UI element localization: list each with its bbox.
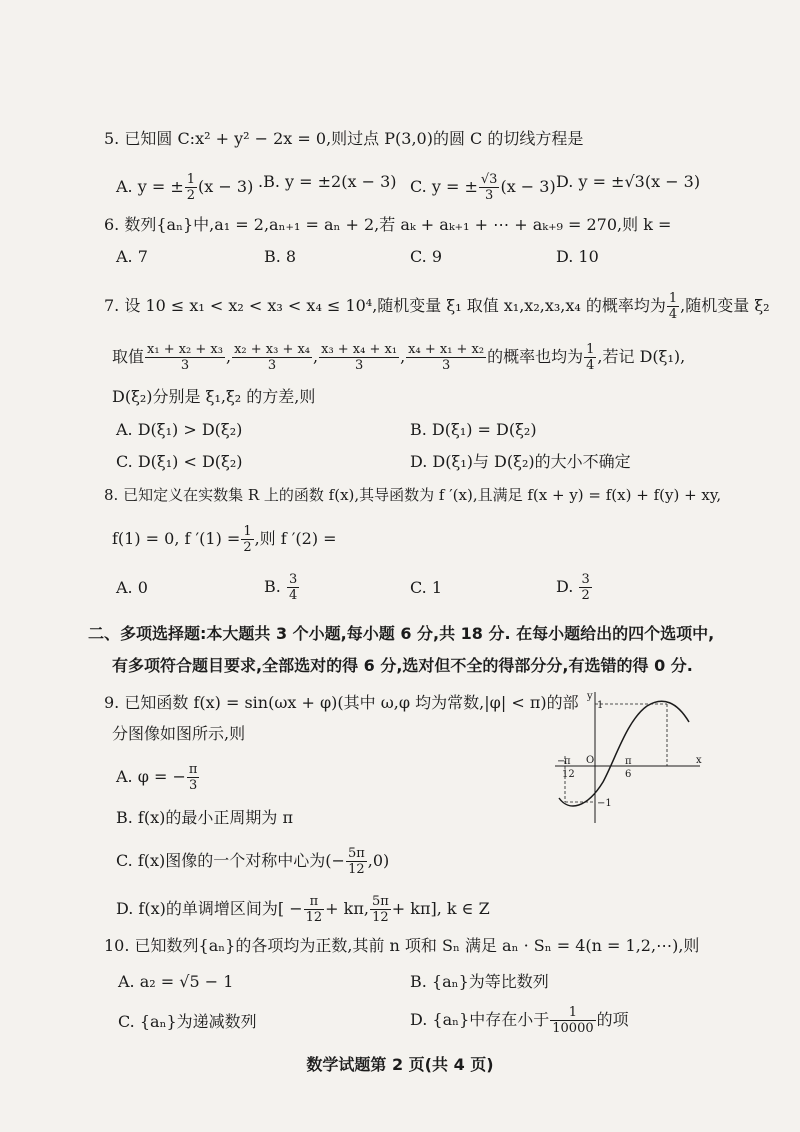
q9-sine-graph <box>555 690 705 825</box>
q8-line2-tail: ,则 f ′(2) = <box>254 529 337 548</box>
q8-option-a: A. 0 <box>116 578 148 597</box>
q9-option-c-text: C. f(x)图像的一个对称中心为(− <box>116 851 345 870</box>
graph-left-tick-sign: − <box>557 756 566 767</box>
q9-option-d-den1: 12 <box>305 910 323 925</box>
q7-frac-2 <box>232 342 312 373</box>
graph-y-label: y <box>587 691 593 702</box>
q7-frac-1-den: 3 <box>180 358 190 373</box>
q7-frac-2-den: 3 <box>267 358 277 373</box>
q7-frac-3-num: x₃ + x₄ + x₁ <box>321 342 398 357</box>
q8-option-d-frac <box>579 572 591 603</box>
q5-option-c-pre: y = ± <box>431 177 478 196</box>
q7-line2: 取值 $\frac{\text{x₁ + x₂ + x₃}}{3}$ , $\frac{\text{x₂ + x₃ + x₄}}{3}$ , $\frac{\text{x₃ + x₄ + x₁}}{3}$ , $\frac{\text{x₄ + x₁ + x₂}}{3}$ 的概率也均为 $\frac{1}{4}$ ,若记 D(ξ₁), <box>112 342 686 373</box>
q5-option-c <box>410 172 556 203</box>
q8-line2-frac <box>241 524 253 555</box>
q8-option-b-frac <box>287 572 299 603</box>
q9-option-c-den: 12 <box>348 862 365 877</box>
q5-stem <box>104 129 583 149</box>
q8-option-c: C. 1 <box>410 578 443 597</box>
q7-line1-den: 4 <box>668 307 678 322</box>
q5-option-c-frac <box>479 172 500 203</box>
q5-option-d <box>556 172 700 192</box>
q8-option-d <box>556 572 593 603</box>
q9-option-d-num1: π <box>304 894 325 910</box>
q6-option-c: C. 9 <box>410 247 443 266</box>
section2-instructions: 有多项符合题目要求,全部选对的得 6 分,选对但不全的得部分分,有选错的得 0 分. <box>112 656 693 675</box>
graph-min-label: −1 <box>597 798 612 809</box>
q7-frac-1 <box>145 342 225 373</box>
q9-option-c-num: 5π <box>347 846 365 861</box>
q8-option-d-den: 2 <box>581 588 590 603</box>
q10-option-d-num: 1 <box>550 1005 595 1021</box>
q10-option-b: B. {aₙ}为等比数列 <box>410 972 549 991</box>
q6-option-b: B. 8 <box>264 247 297 266</box>
q5-option-c-label: C. <box>410 177 427 196</box>
q7-frac-3-den: 3 <box>354 358 364 373</box>
q7-line1-text: 7. 设 10 ≤ x₁ < x₂ < x₃ < x₄ ≤ 10⁴,随机变量 ξ₁ 取值 x₁,x₂,x₃,x₄ 的概率均为 <box>104 296 666 315</box>
q10-option-d-text: D. {aₙ}中存在小于 <box>410 1010 550 1029</box>
q5-option-b-text: y = ±2(x − 3) <box>285 172 397 191</box>
q7-line2-num: 1 <box>586 342 595 357</box>
q8-option-b-den: 4 <box>288 588 298 603</box>
q9-option-a-num: π <box>188 762 198 777</box>
q9-option-d-frac1 <box>304 894 325 925</box>
q8-line2 <box>112 524 337 555</box>
q7-line1 <box>104 291 770 322</box>
q7-line3: D(ξ₂)分别是 ξ₁,ξ₂ 的方差,则 <box>112 387 316 406</box>
q7-frac-3 <box>319 342 399 373</box>
q5-option-b <box>258 172 397 192</box>
q6-stem: 6. 数列{aₙ}中,a₁ = 2,aₙ₊₁ = aₙ + 2,若 aₖ + aₖ₊₁ + ⋯ + aₖ₊₉ = 270,则 k = <box>104 215 672 234</box>
q10-option-d-frac <box>550 1005 595 1036</box>
graph-left-tick-den: 12 <box>562 769 575 780</box>
q9-option-a-den: 3 <box>189 778 198 793</box>
q5-option-a-post: (x − 3) <box>198 177 254 196</box>
q10-option-d-tail: 的项 <box>596 1010 629 1029</box>
q5-option-a <box>116 172 253 203</box>
q7-option-c: C. D(ξ₁) < D(ξ₂) <box>116 452 243 471</box>
section2-heading: 二、多项选择题:本大题共 3 个小题,每小题 6 分,共 18 分. 在每小题给出的四个选项中, <box>88 624 715 643</box>
q9-line2: 分图像如图所示,则 <box>112 724 246 743</box>
q5-option-b-label: .B. <box>258 172 280 191</box>
q7-option-b: B. D(ξ₁) = D(ξ₂) <box>410 420 537 439</box>
q8-line2-den: 2 <box>243 540 252 555</box>
q9-option-d-den2: 12 <box>372 910 389 925</box>
q6-option-d: D. 10 <box>556 247 599 266</box>
q5-option-a-frac <box>185 172 197 203</box>
q7-line1-tail: ,随机变量 ξ₂ <box>680 296 770 315</box>
q7-line2-tail: ,若记 D(ξ₁), <box>597 347 686 366</box>
q7-line2-mid: 的概率也均为 <box>487 347 584 366</box>
q7-option-d: D. D(ξ₁)与 D(ξ₂)的大小不确定 <box>410 452 631 471</box>
graph-x-label: x <box>696 755 702 766</box>
q10-option-d-den: 10000 <box>552 1021 594 1036</box>
q9-option-a-frac <box>187 762 200 793</box>
q9-option-d <box>116 894 490 925</box>
q6-option-a: A. 7 <box>116 247 148 266</box>
q8-line1: 8. 已知定义在实数集 R 上的函数 f(x),其导函数为 f ′(x),且满足 f(x + y) = f(x) + f(y) + xy, <box>104 486 722 504</box>
q9-option-d-num2: 5π <box>371 894 389 909</box>
q9-option-d-tail: + kπ], k ∈ Z <box>391 899 490 918</box>
q8-option-b-num: 3 <box>288 572 298 587</box>
q9-option-b: B. f(x)的最小正周期为 π <box>116 808 293 827</box>
page-footer: 数学试题第 2 页(共 4 页) <box>306 1055 494 1074</box>
q8-option-d-num: 3 <box>581 572 590 587</box>
q8-line2-text: f(1) = 0, f ′(1) = <box>112 529 241 548</box>
graph-left-tick-num: π <box>564 756 571 767</box>
q9-option-c-tail: ,0) <box>367 851 390 870</box>
q7-frac-1-num: x₁ + x₂ + x₃ <box>147 342 223 357</box>
q9-line1: 9. 已知函数 f(x) = sin(ωx + φ)(其中 ω,φ 均为常数,|φ| < π)的部 <box>104 693 579 712</box>
q9-option-c <box>116 846 389 877</box>
q8-option-b-label: B. <box>264 577 281 596</box>
q8-option-b <box>264 572 300 603</box>
q5-option-c-num: √3 <box>480 172 498 187</box>
q9-option-d-frac2 <box>370 894 391 925</box>
graph-right-tick-num: π <box>625 756 632 767</box>
q5-option-a-pre: y = ± <box>137 177 184 196</box>
q10-option-c: C. {aₙ}为递减数列 <box>118 1012 257 1031</box>
q9-option-c-frac <box>346 846 367 877</box>
q7-option-a: A. D(ξ₁) > D(ξ₂) <box>116 420 243 439</box>
q10-stem: 10. 已知数列{aₙ}的各项均为正数,其前 n 项和 Sₙ 满足 aₙ · Sₙ = 4(n = 1,2,⋯),则 <box>104 936 700 955</box>
q7-frac-2-num: x₂ + x₃ + x₄ <box>234 342 311 357</box>
q5-option-d-label: D. <box>556 172 574 191</box>
q7-line1-frac <box>667 291 679 322</box>
q7-frac-4-num: x₄ + x₁ + x₂ <box>408 342 485 357</box>
q9-option-a <box>116 762 200 793</box>
q7-line2-lead: 取值 <box>112 347 145 366</box>
q9-option-d-text: D. f(x)的单调增区间为[ − <box>116 899 303 918</box>
q9-option-d-mid: + kπ, <box>325 899 369 918</box>
q8-option-d-label: D. <box>556 577 574 596</box>
graph-sine-curve <box>559 701 689 806</box>
q7-line2-frac <box>584 342 596 373</box>
q5-option-a-label: A. <box>116 177 133 196</box>
q5-option-a-num: 1 <box>186 172 196 187</box>
q5-option-d-text: y = ±√3(x − 3) <box>578 172 701 191</box>
graph-origin-label: O <box>586 755 595 766</box>
q8-line2-num: 1 <box>243 524 252 539</box>
q10-option-d <box>410 1005 629 1036</box>
graph-max-label: 1 <box>597 700 604 711</box>
q7-line2-den: 4 <box>586 358 595 373</box>
q5-stem-text: 5. 已知圆 C:x² + y² − 2x = 0,则过点 P(3,0)的圆 C 的切线方程是 <box>104 129 584 148</box>
graph-right-tick-den: 6 <box>625 769 632 780</box>
q7-frac-4 <box>406 342 486 373</box>
q10-option-a: A. a₂ = √5 − 1 <box>118 972 234 991</box>
q7-frac-4-den: 3 <box>441 358 451 373</box>
q9-option-a-text: A. φ = − <box>116 767 186 786</box>
q5-option-c-post: (x − 3) <box>500 177 556 196</box>
q7-line1-num: 1 <box>668 291 678 306</box>
q5-option-c-den: 3 <box>485 188 494 203</box>
q5-option-a-den: 2 <box>186 188 196 203</box>
